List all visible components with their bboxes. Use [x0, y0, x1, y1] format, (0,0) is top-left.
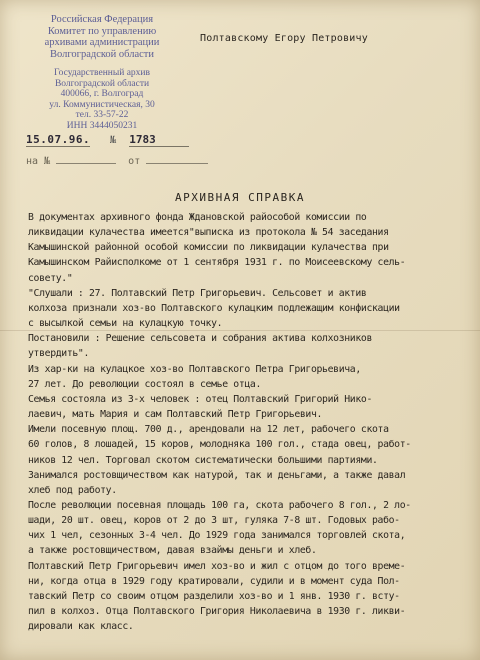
body-line: чих 1 чел, сезонных 3-4 чел. До 1929 года занимался торговлей скота,: [28, 530, 406, 542]
reference-row: [26, 156, 208, 167]
body-line: колхоза признали хоз-во Полтавского кулацким подлежащим конфискации: [28, 302, 400, 314]
letterhead-stamp: [22, 14, 182, 131]
body-line: пил в колхоз. Отца Полтавского Григория Николаевича в 1930 г. ликви-: [28, 606, 406, 618]
reference-from-label: от: [128, 156, 141, 167]
addressee: Полтавскому Егору Петровичу: [200, 33, 368, 44]
body-line: Полтавский Петр Григорьевич имел хоз-во и жил с отцом до того време-: [28, 560, 406, 572]
body-line: лаевич, мать Мария и сам Полтавский Петр Григорьевич.: [28, 409, 323, 421]
certificate-body: [28, 210, 464, 634]
registration-number-label: №: [109, 135, 117, 146]
stamp-line: Волгоградской области: [49, 48, 155, 60]
body-line: ни, когда отца в 1929 году кратировали, судили и в момент суда Пол-: [28, 575, 400, 587]
reference-label: на №: [26, 156, 51, 167]
body-line: шади, 20 шт. овец, коров от 2 до 3 шт, гуляка 7-8 шт. Годовых рабо-: [28, 515, 400, 527]
body-line: с высылкой семьи на кулацкую точку.: [28, 318, 223, 330]
stamp-line: Российская Федерация: [50, 14, 154, 25]
stamp-address-line: 400066, г. Волгоград: [60, 89, 144, 99]
body-line: ликвидации кулачества имеется"выписка из протокола № 54 заседания: [28, 227, 389, 239]
body-line: Занимался ростовщичеством как натурой, так и деньгами, а также давал: [28, 469, 406, 481]
body-line: 27 лет. До революции состоял в семье отца.: [28, 378, 262, 390]
body-line: дировали как класс.: [28, 621, 134, 633]
body-line: утвердить".: [28, 348, 90, 360]
registration-number: 1783: [129, 133, 189, 147]
body-line: хлеб под работу.: [28, 484, 117, 496]
body-line: Имели посевную площ. 700 д., арендовали на 12 лет, рабочего скота: [28, 424, 389, 436]
body-line: Камышинском Райисполкоме от 1 сентября 1931 г. по Моисеевскому сель-: [28, 257, 406, 269]
body-line: После революции посевная площадь 100 га, скота рабочего 8 гол., 2 ло-: [28, 499, 411, 511]
registration-date: 15.07.96.: [26, 133, 91, 146]
body-line: "Слушали : 27. Полтавский Петр Григорьевич. Сельсовет и актив: [28, 287, 367, 299]
body-line: тавский Петр со своим отцом разделили хоз-во и 1 янв. 1930 г. всту-: [28, 590, 400, 602]
stamp-address-line: Волгоградской области: [54, 78, 150, 89]
stamp-address-line: ул. Коммунистическая, 30: [49, 99, 155, 110]
stamp-line: Комитет по управлению: [47, 25, 157, 37]
stamp-address-line: Государственный архив: [54, 68, 150, 78]
registration-row: [26, 133, 186, 147]
reference-number-blank: [56, 163, 116, 164]
stamp-address-line: тел. 33-57-22: [75, 110, 129, 120]
body-line: Постановили : Решение сельсовета и собрания актива колхозников: [28, 333, 372, 345]
body-line: Семья состояла из 3-х человек : отец Полтавский Григорий Нико-: [28, 393, 372, 405]
body-line: ников 12 чел. Торговал скотом систематически большими партиями.: [28, 454, 378, 466]
body-line: совету.": [28, 272, 73, 284]
body-line: а также ростовщичеством, давая взаймы деньги и хлеб.: [28, 545, 317, 557]
body-line: 60 голов, 8 лошадей, 15 коров, молодняка 100 гол., стада овец, работ-: [28, 439, 411, 451]
document-title: АРХИВНАЯ СПРАВКА: [175, 191, 305, 204]
stamp-line: архивами администрации: [44, 37, 160, 48]
body-line: Камышинской районной особой комиссии по ликвидации кулачества при: [28, 242, 389, 254]
reference-date-blank: [146, 163, 208, 164]
body-line: В документах архивного фонда Ждановской райособой комиссии по: [28, 212, 367, 223]
stamp-address-line: ИНН 3444050231: [66, 120, 138, 131]
body-line: Из хар-ки на кулацкое хоз-во Полтавского Петра Григорьевича,: [28, 363, 361, 375]
